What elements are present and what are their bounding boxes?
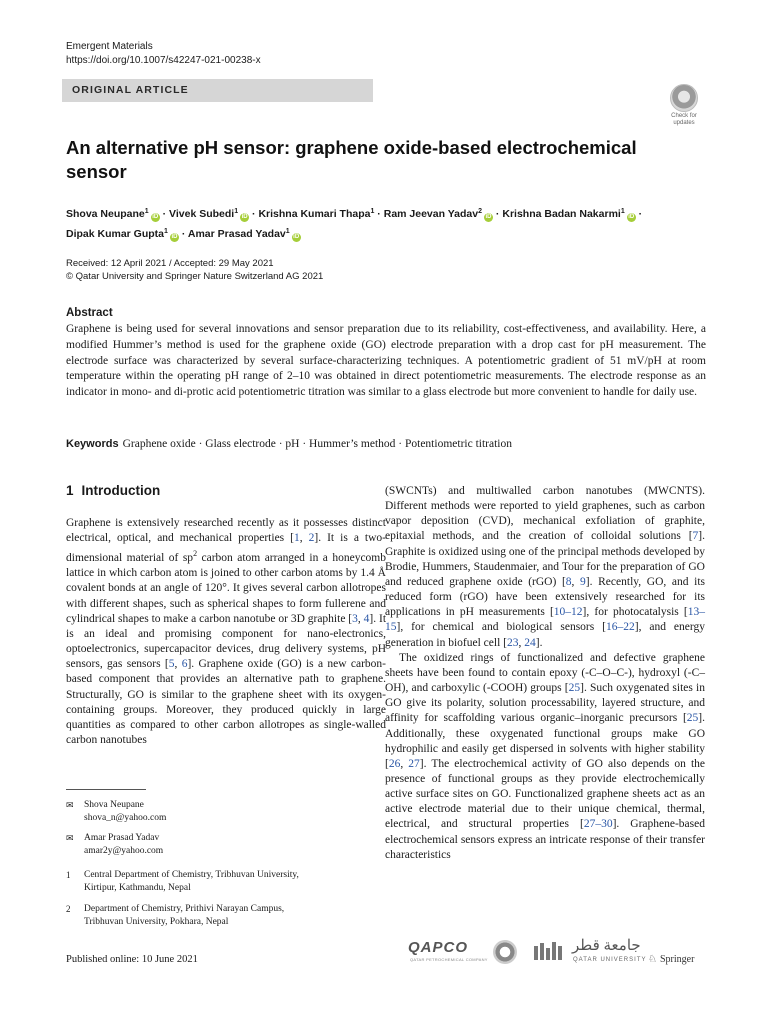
corresponding-author-1 — [66, 799, 366, 824]
abstract-text: Graphene is being used for several innovations and sensor preparation due to its reliability, cost-effectiveness, and availability. Here, a modified Hummer’s method is used for the graphene oxide (GO) electrode preparation with a drop cast for pH measurement. The electrode surface was characterized by several surface-characterizing techniques. A potentiometric gradient of 51 mV/pH at room temperature within the operating pH range of 2–10 was obtained in direct potentiometric measurements. The electrode response as an indicator in mono- and di-protic acid potentiometric titration was similar to a glass electrode but more convenient to handle for daily use. — [66, 323, 706, 399]
author[interactable]: Amar Prasad Yadav$^1$iD — [187, 228, 300, 240]
citation-link[interactable]: 27–30 — [583, 818, 613, 831]
doi-link[interactable]: https://doi.org/10.1007/s42247-021-00238-x — [66, 55, 261, 66]
qapco-emblem-icon — [493, 940, 517, 964]
citation-link[interactable]: 2 — [308, 532, 315, 545]
affiliation-2: 2 Department of Chemistry, Prithivi Narayan Campus, Tribhuvan University, Pokhara, Nepal — [66, 904, 285, 927]
orcid-icon[interactable]: iD — [152, 214, 159, 220]
section-heading — [66, 483, 160, 498]
abstract-heading: Abstract — [66, 307, 113, 319]
check-for-updates-badge[interactable] — [664, 84, 704, 124]
orcid-icon[interactable]: iD — [171, 234, 178, 240]
body-column-left — [66, 516, 386, 748]
keywords — [66, 437, 706, 452]
citation-link[interactable]: 9 — [580, 575, 586, 588]
corresponding-email[interactable]: amar2y@yahoo.com — [84, 845, 164, 856]
citation-link[interactable]: 5 — [168, 658, 175, 671]
citation-link[interactable]: 8 — [565, 575, 572, 588]
citation-link[interactable]: 10–12 — [553, 606, 583, 619]
corresponding-email[interactable]: shova_n@yahoo.com — [84, 812, 167, 823]
citation-link[interactable]: 25 — [568, 682, 581, 695]
citation-link[interactable]: 13–15 — [385, 606, 705, 634]
paragraph: (SWCNTs) and multiwalled carbon nanotubes (MWCNTS). Different methods were reported to yield graphenes, such as carbon vapor deposition (CVD), mechanical exfoliation of graphite, epitaxial methods, and the creation of colloidal solutions [7]. Graphite is oxidized using one of the principal methods developed by Brodie, Hummers, Staudenmaier, and Tour for the preparation of GO and reduced graphene oxide (rGO) [8, 9]. Recently, GO, and its reduced form (rGO) have been extensively researched for its applications in pH measurements [10–12], for photocatalysis [13–15], for chemical and biological sensors [16–22], and energy generation in biofuel cell [23, 24]. — [385, 485, 706, 649]
body-column-right — [385, 484, 705, 863]
author-list: Shova Neupane$^1$iD · Vivek Subedi$^1$iD · Krishna Kumari Thapa$^1$ · Ram Jeevan Yadav$^2$iD · Krishna Badan Nakarmi$^1$iD · Dipak Kumar Gupta$^1$iD · Amar Prasad Yadav$^1$iD — [66, 208, 643, 240]
journal-header — [66, 40, 261, 68]
citation-link[interactable]: 27 — [408, 757, 420, 770]
author[interactable]: Krishna Kumari Thapa$^1$ — [258, 208, 375, 220]
citation-link[interactable]: 6 — [181, 658, 188, 671]
citation-link[interactable]: 23 — [506, 636, 519, 649]
citation-link[interactable]: 1 — [294, 532, 300, 545]
article-title: An alternative pH sensor: graphene oxide-based electrochemical sensor — [66, 137, 637, 182]
footnote-divider — [66, 789, 146, 790]
envelope-icon: ✉ — [66, 833, 74, 843]
orcid-icon[interactable]: iD — [293, 234, 300, 240]
citation-link[interactable]: 3 — [352, 612, 358, 625]
article-dates — [66, 257, 323, 283]
keywords-heading: Keywords — [66, 438, 119, 450]
qatar-university-arabic: جامعة قطر — [572, 938, 641, 954]
qapco-subtitle: QATAR PETROCHEMICAL COMPANY — [410, 957, 488, 962]
author[interactable]: Ram Jeevan Yadav$^2$iD — [383, 208, 492, 220]
keywords-list: Graphene oxide · Glass electrode · pH · Hummer’s method · Potentiometric titration — [122, 438, 512, 450]
citation-link[interactable]: 4 — [363, 612, 370, 625]
section-number: 1 — [66, 483, 74, 498]
paragraph: The oxidized rings of functionalized and defective graphene sheets have been found to contain epoxy (-C–O–C-), hydroxyl (-C–OH), and carboxylic (-COOH) groups [25]. Such oxygenated sites in GO give its polarity, solution processability, layered structure, and affinity for scaffolding various organic–inorganic precursors [25]. Additionally, these oxygenated functional groups make GO hydrophilic and easily get dispersed in solvents with higher stability [26, 27]. The electrochemical activity of GO also depends on the presence of functional groups as they provide electrochemically active surface sites on GO. Functionalized graphene sheets act as an active electrode material due to their unique chemical, thermal, electrical, and structural properties [27–30]. Graphene-based electrochemical sensors express an intricate response of their transfer characteristics — [385, 651, 705, 861]
check-updates-icon — [670, 84, 698, 112]
article-type-banner: ORIGINAL ARTICLE — [62, 79, 373, 102]
qapco-logo: QAPCO — [408, 939, 469, 956]
citation-link[interactable]: 16–22 — [606, 621, 635, 634]
section-title: Introduction — [81, 483, 161, 498]
received-accepted: Received: 12 April 2021 / Accepted: 29 May 2021 — [66, 258, 274, 269]
orcid-icon[interactable]: iD — [241, 214, 248, 220]
springer-horse-icon: ♘ — [648, 954, 657, 965]
check-updates-label: Check for updates — [671, 113, 697, 126]
qatar-university-icon — [532, 940, 566, 962]
corresponding-name: Shova Neupane — [84, 800, 144, 810]
journal-name: Emergent Materials — [66, 41, 153, 52]
author[interactable]: Dipak Kumar Gupta$^1$iD — [66, 228, 178, 240]
affiliation-1: 1 Central Department of Chemistry, Tribhuvan University, Kirtipur, Kathmandu, Nepal — [66, 870, 299, 893]
published-date: Published online: 10 June 2021 — [66, 954, 198, 965]
citation-link[interactable]: 25 — [686, 712, 699, 725]
qatar-university-english: QATAR UNIVERSITY — [573, 957, 647, 963]
author[interactable]: Shova Neupane$^1$iD — [66, 208, 159, 220]
citation-link[interactable]: 7 — [692, 530, 699, 543]
citation-link[interactable]: 24 — [524, 636, 536, 649]
author[interactable]: Krishna Badan Nakarmi$^1$iD — [502, 208, 635, 220]
citation-link[interactable]: 26 — [388, 757, 401, 770]
corresponding-author-2 — [66, 832, 366, 857]
copyright: © Qatar University and Springer Nature Switzerland AG 2021 — [66, 271, 324, 282]
envelope-icon: ✉ — [66, 800, 74, 810]
orcid-icon[interactable]: iD — [628, 214, 635, 220]
orcid-icon[interactable]: iD — [485, 214, 492, 220]
paragraph: Graphene is extensively researched recently as it possesses distinct electrical, optical, and mechanical properties [1, 2]. It is a two-dimensional material of $sp^2$ carbon atom arranged in a honeycomb lattice in which carbon atom is joined to other carbon atoms by 1.4 Å covalent bonds at an angle of 120°. It gives several carbon allotropes with different shapes, such as spherical shapes to form fullerene and cylindrical shapes to make a carbon nanotube or 3D graphite [3, 4]. It is an ideal and promising component for nano-electronics, optoelectronics, supercapacitor devices, drug delivery systems, pH sensors, gas sensors [5, 6]. Graphene oxide (GO) is a new carbon-based component that provides an alternative path to graphene. Structurally, GO is similar to the graphene sheet with its oxygen-containing groups. Moreover, they produced quickly in large quantities as compared to other carbon allotropes as single-walled carbon nanotubes — [66, 517, 387, 747]
author[interactable]: Vivek Subedi$^1$iD — [169, 208, 248, 220]
springer-logo: ♘ Springer — [648, 954, 695, 965]
corresponding-name: Amar Prasad Yadav — [84, 833, 160, 843]
